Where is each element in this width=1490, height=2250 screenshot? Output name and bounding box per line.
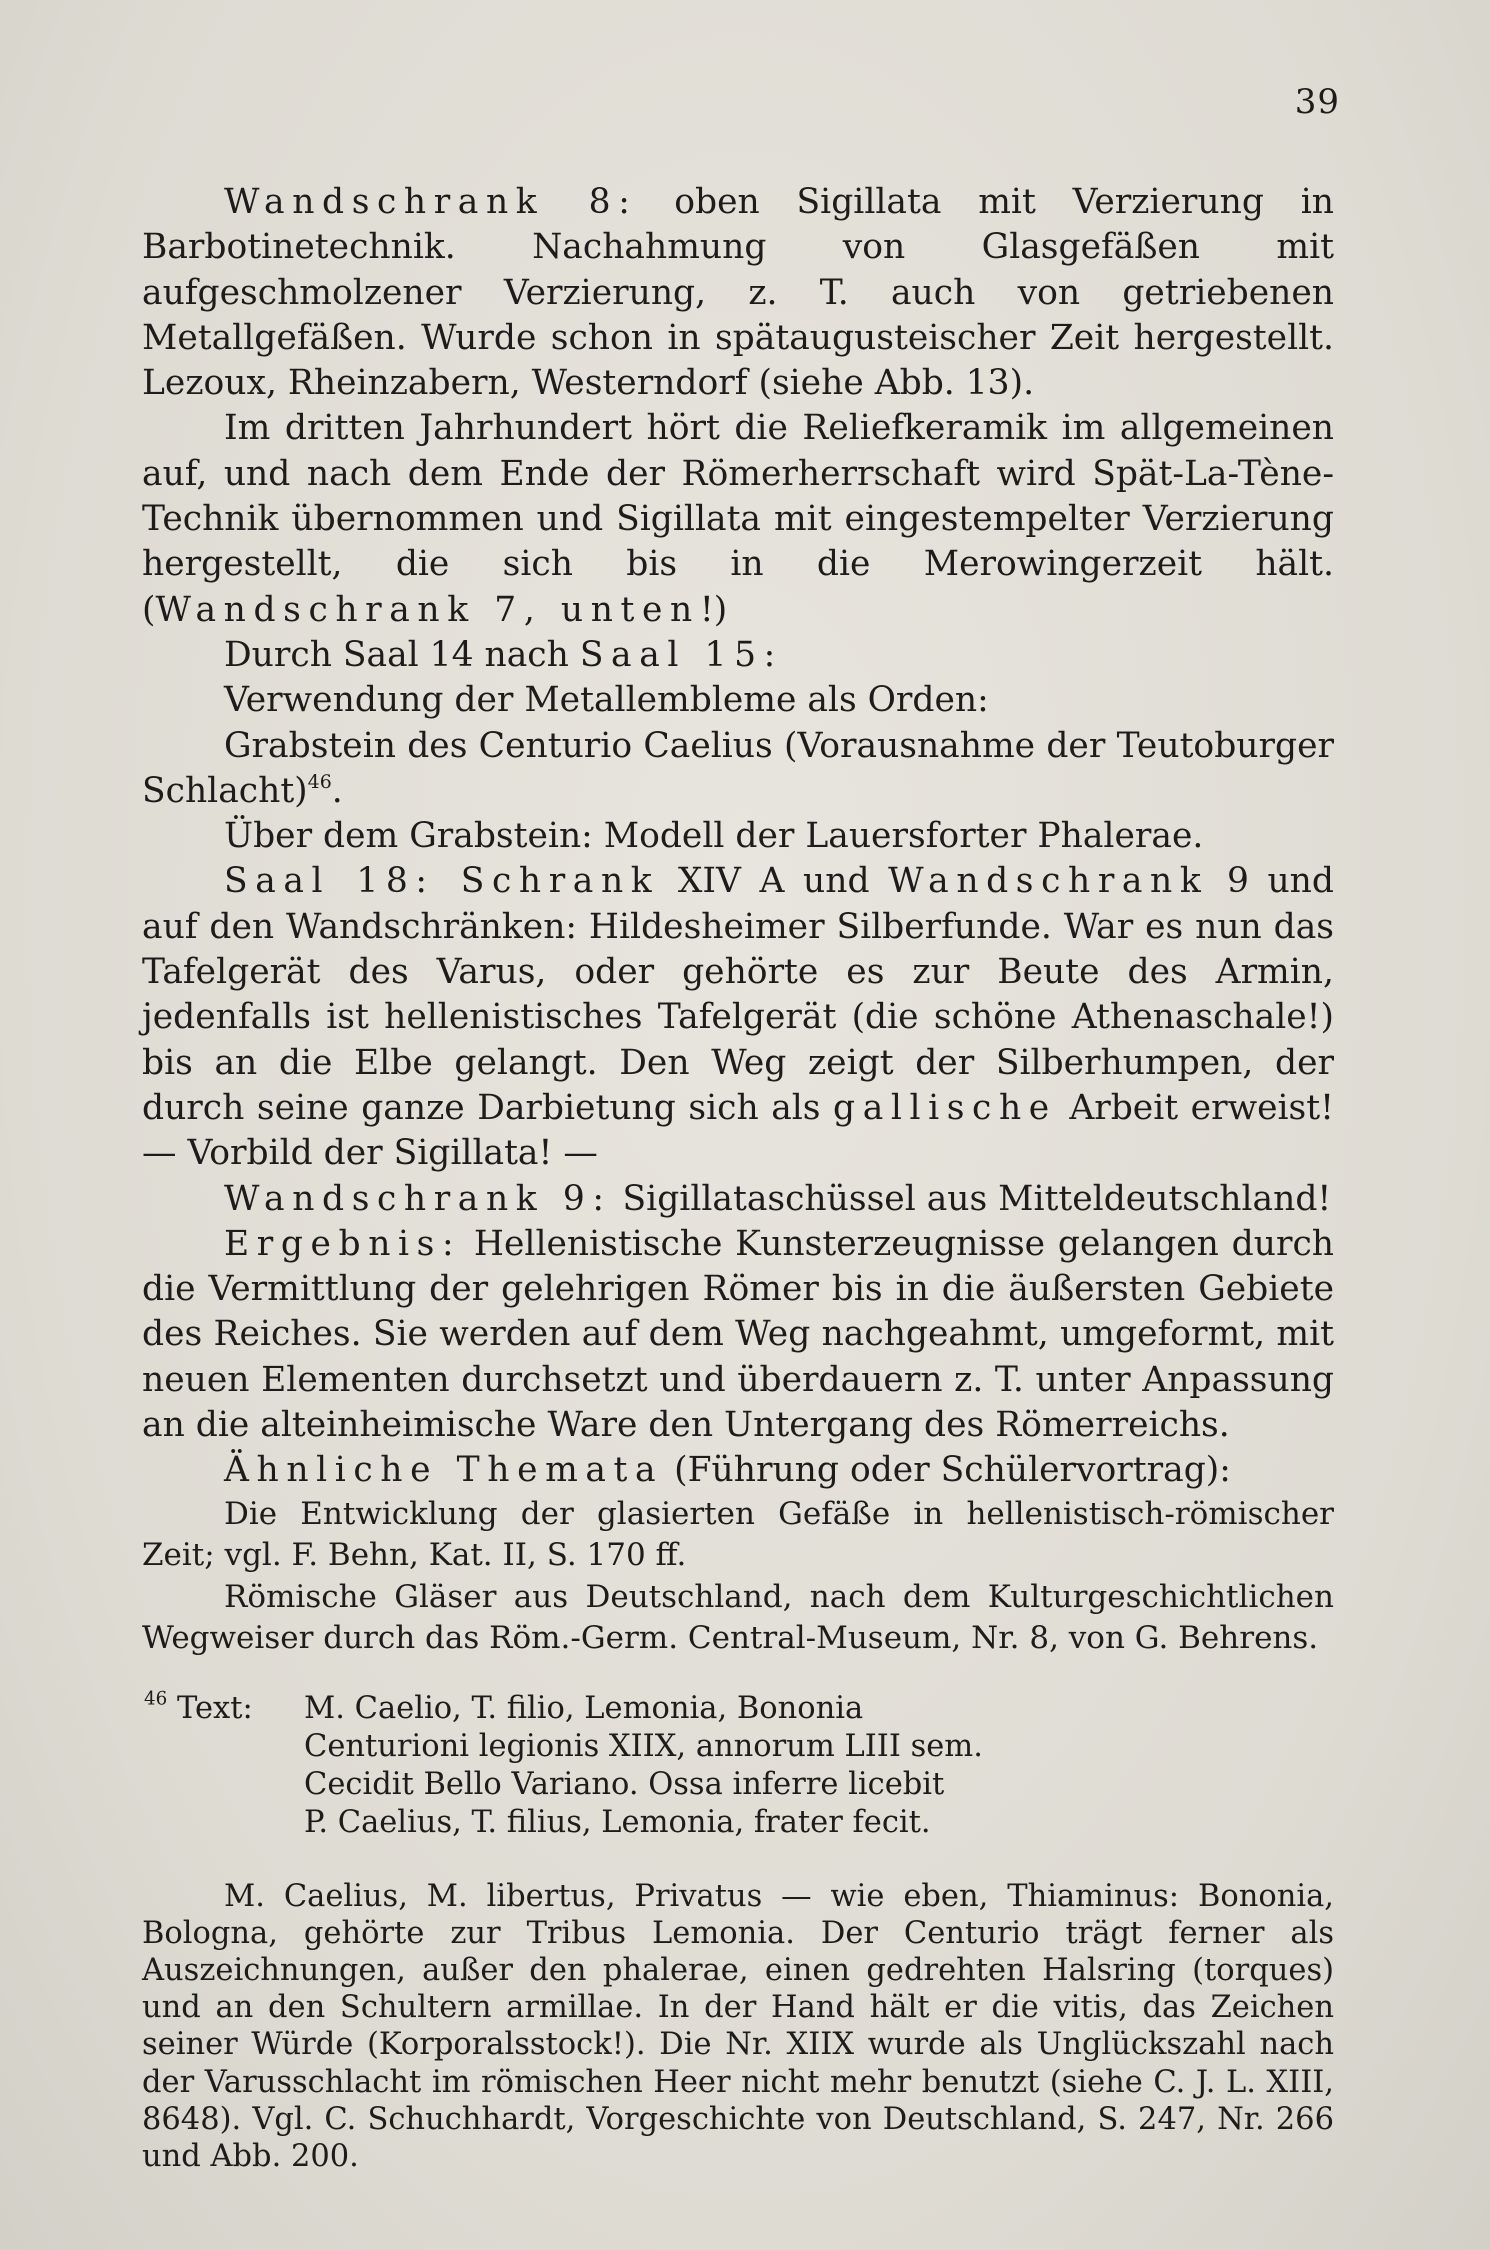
paragraph-metal-emblems: Verwendung der Metallembleme als Orden: xyxy=(224,680,989,721)
inscription-text xyxy=(304,1690,1334,1842)
footnote xyxy=(142,1687,1334,2176)
paragraph-wandschrank-9: Wandschrank 9: Sigillataschüssel aus Mitteldeutschland! xyxy=(224,1178,1332,1219)
paragraph-themata: Ähnliche Themata (Führung oder Schülervortrag): xyxy=(224,1450,1231,1491)
footnote-ref: 46 xyxy=(307,770,332,793)
paragraph-phalerae: Über dem Grabstein: Modell der Lauersforter Phalerae. xyxy=(224,816,1204,857)
paragraph-ergebnis: Ergebnis: Hellenistische Kunsterzeugnisse gelangen durch die Vermittlung der gelehrigen Römer bis in die äußersten Gebiete des Reiches. Sie werden auf dem Weg nachgeahmt, umgeformt, mit neuen Elementen durchsetzt und überdauern z. T. unter Anpassung an die alteinheimische Ware den Untergang des Römerreichs. xyxy=(142,1223,1334,1446)
paragraph-saal-18: Saal 18: Schrank XIV A und Wandschrank 9 und auf den Wandschränken: Hildesheimer Silberfunde. War es nun das Tafelgerät des Varus, oder gehörte es zur Beute des Armin, jedenfalls ist hellenistisches Tafelgerät (die schöne Athenaschale!) bis an die Elbe gelangt. Den Weg zeigt der Silberhumpen, der durch seine ganze Darbietung sich als gallische Arbeit erweist! — Vorbild der Sigillata! — xyxy=(142,861,1334,1174)
inscription-line: P. Caelius, T. filius, Lemonia, frater fecit. xyxy=(304,1804,931,1840)
footnote-label: Text: xyxy=(176,1690,253,1726)
inscription-line: M. Caelio, T. filio, Lemonia, Bononia xyxy=(304,1690,864,1726)
footnote-note: M. Caelius, M. libertus, Privatus — wie eben, Thiaminus: Bononia, Bologna, gehörte zur Tribus Lemonia. Der Centurio trägt ferner als Auszeichnungen, außer den phalerae, einen gedrehten Halsring (torques) und an den Schultern armillae. In der Hand hält er die vitis, das Zeichen seiner Würde (Korporalsstock!). Die Nr. XIIX wurde als Unglückszahl nach der Varusschlacht im römischen Heer nicht mehr benutzt (siehe C. J. L. XIII, 8648). Vgl. C. Schuchhardt, Vorgeschichte von Deutschland, S. 247, Nr. 266 und Abb. 200. xyxy=(142,1878,1334,2175)
page-number: 39 xyxy=(1294,82,1340,122)
theme-item: Die Entwicklung der glasierten Gefäße in hellenistisch-römischer Zeit; vgl. F. Behn, Kat. II, S. 170 ff. xyxy=(142,1495,1334,1574)
paragraph-saal-15: Durch Saal 14 nach Saal 15: xyxy=(224,634,776,675)
page-body xyxy=(142,180,1334,2206)
footnote-number: 46 xyxy=(144,1687,168,1709)
paragraph-wandschrank-8: Wandschrank 8: oben Sigillata mit Verzierung in Barbotinetechnik. Nachahmung von Glasgefäßen mit aufgeschmolzener Verzierung, z. T. auch von getriebenen Metallgefäßen. Wurde schon in spätaugusteischer Zeit hergestellt. Lezoux, Rheinzabern, Westerndorf (siehe Abb. 13). xyxy=(142,182,1334,404)
paragraph-grabstein: Grabstein des Centurio Caelius (Vorausnahme der Teutoburger Schlacht)$^{46}$. xyxy=(142,725,1334,811)
inscription-line: Cecidit Bello Variano. Ossa inferre licebit xyxy=(304,1766,945,1802)
theme-item: Römische Gläser aus Deutschland, nach dem Kulturgeschichtlichen Wegweiser durch das Röm.-Germ. Central-Museum, Nr. 8, von G. Behrens. xyxy=(142,1578,1334,1657)
inscription-line: Centurioni legionis XIIX, annorum LIII sem. xyxy=(304,1728,983,1764)
paragraph-third-century: Im dritten Jahrhundert hört die Reliefkeramik im allgemeinen auf, und nach dem Ende der Römerherrschaft wird Spät-La-Tène-Technik übernommen und Sigillata mit eingestempelter Verzierung hergestellt, die sich bis in die Merowingerzeit hält. (Wandschrank 7, unten!) xyxy=(142,408,1334,630)
